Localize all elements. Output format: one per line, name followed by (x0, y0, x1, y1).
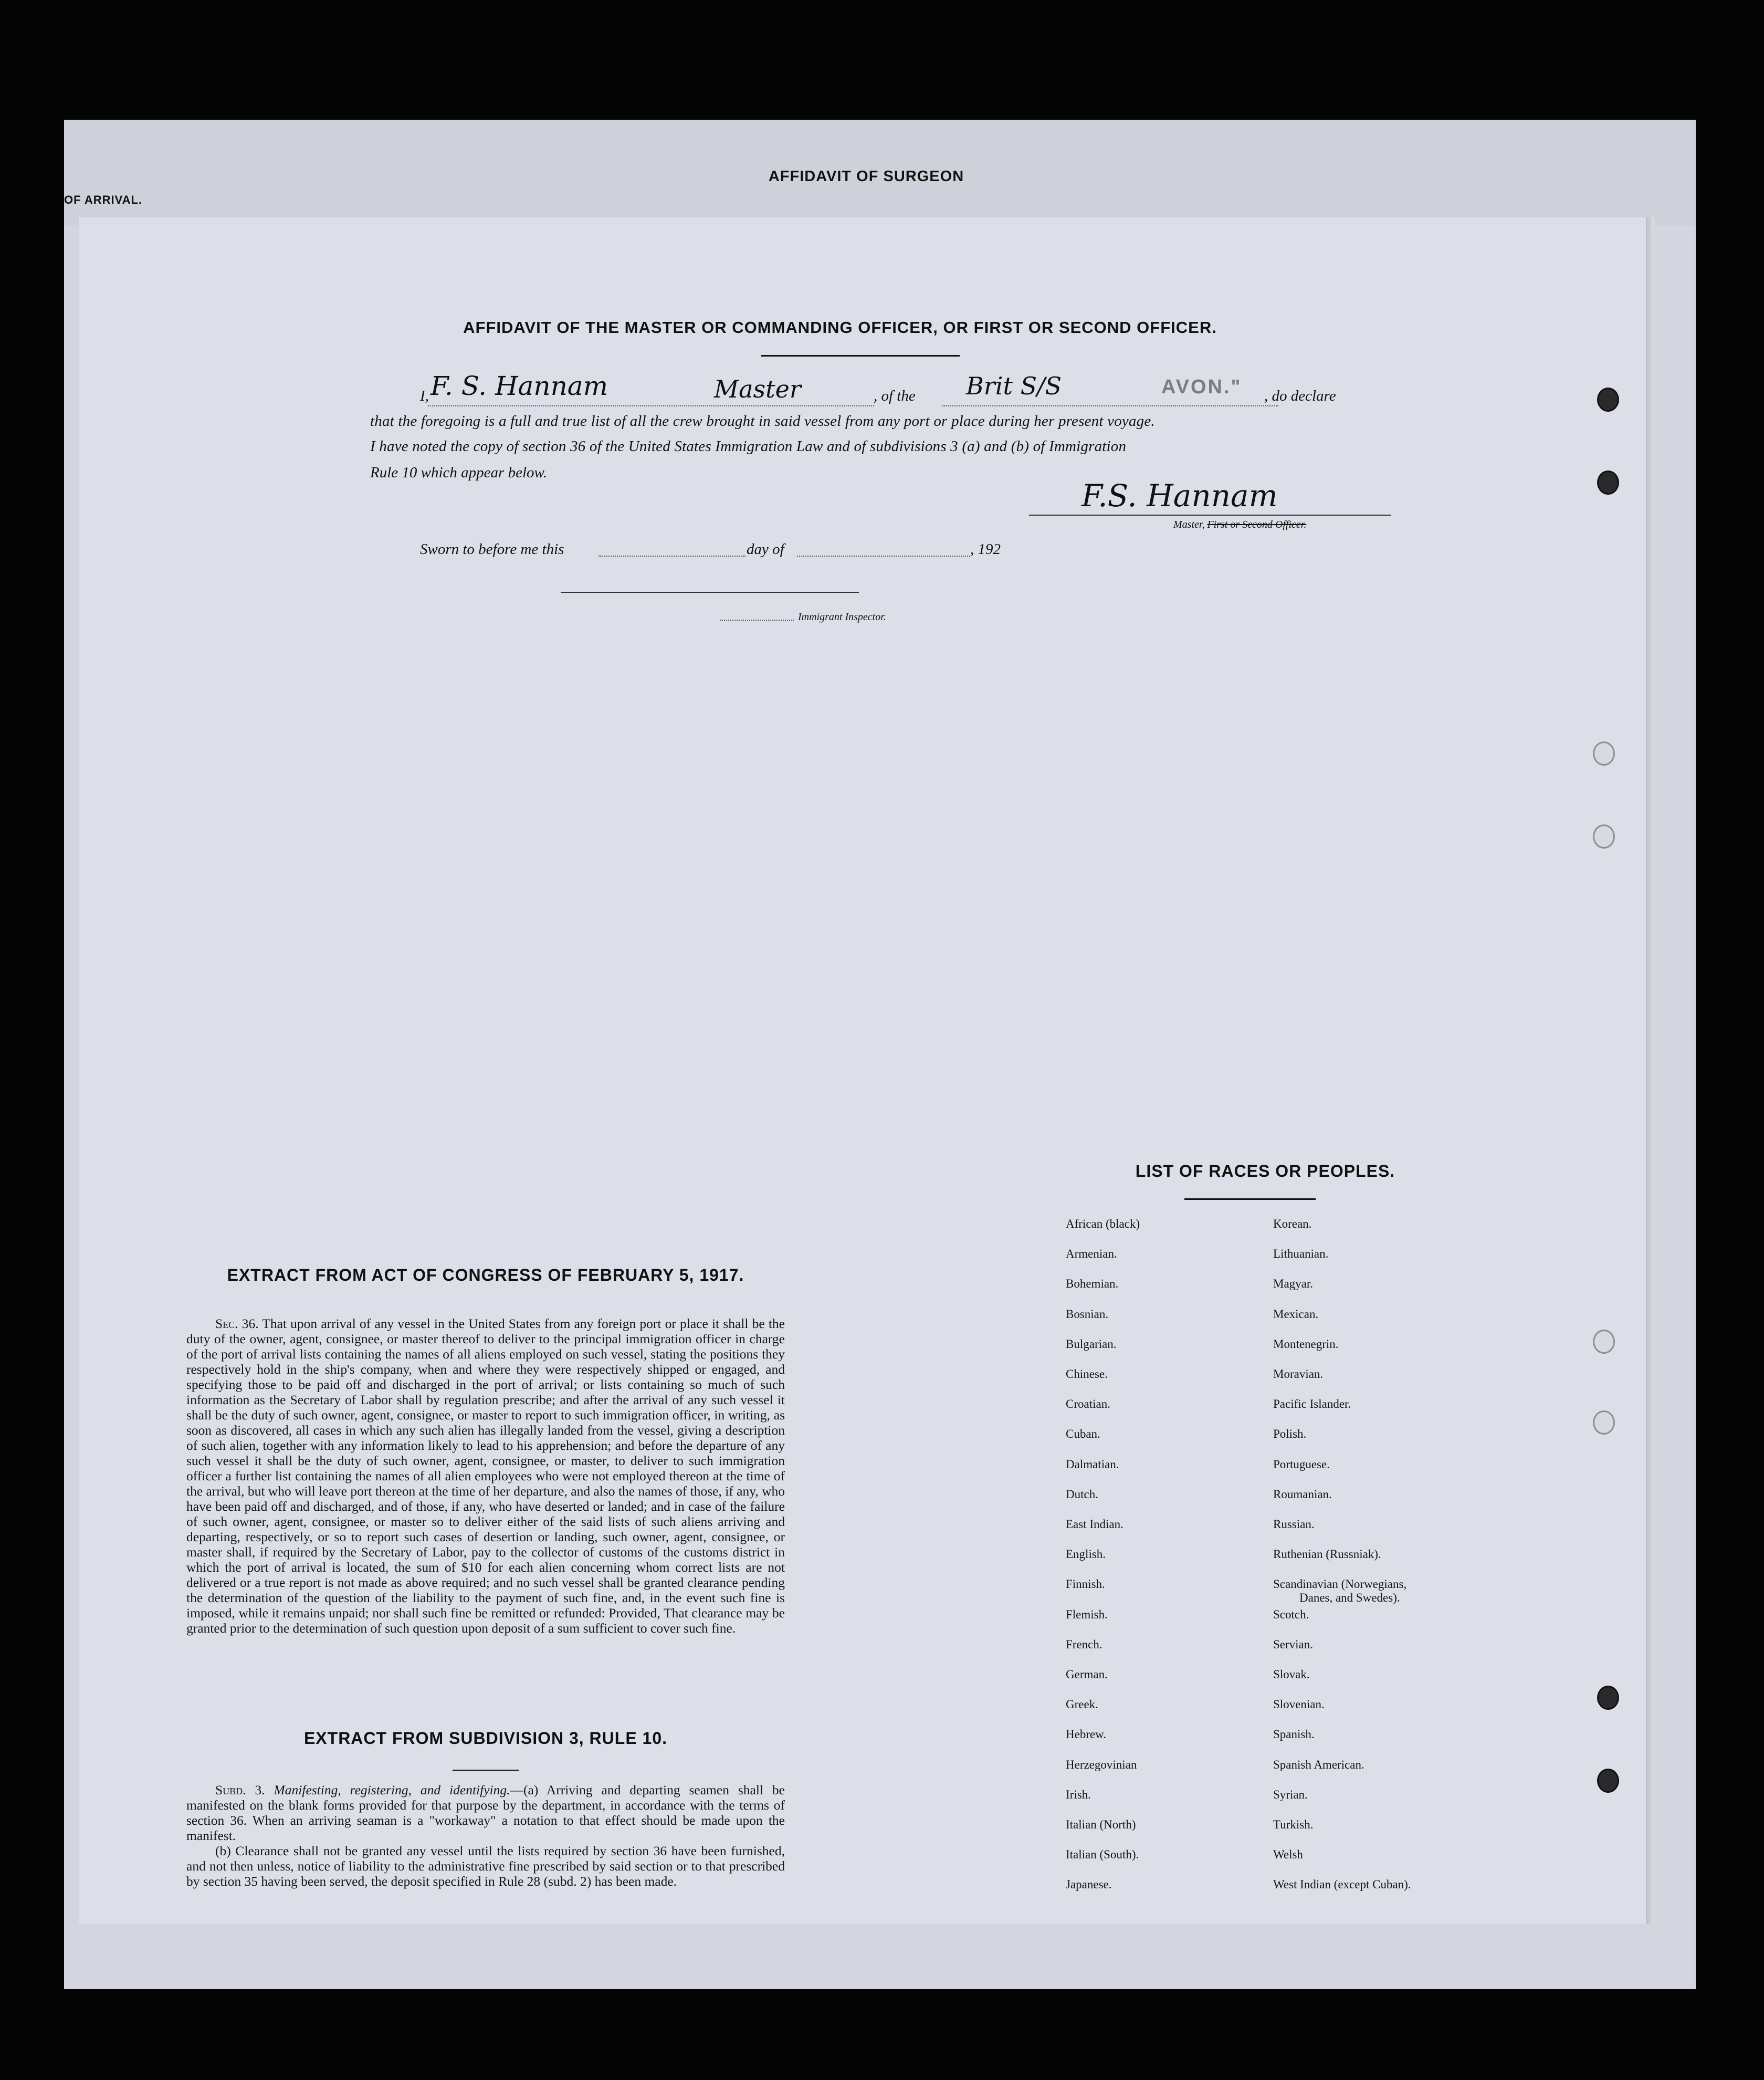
subd-label: Subd. 3. (215, 1782, 265, 1797)
punch-hole-icon (1593, 1410, 1615, 1435)
punch-hole-icon (1597, 1686, 1619, 1710)
race-item: Bulgarian. (1066, 1337, 1117, 1351)
race-item: Magyar. (1273, 1277, 1314, 1291)
race-item: Russian. (1273, 1518, 1315, 1531)
sworn-day-line (598, 556, 746, 557)
race-item: Welsh (1273, 1848, 1303, 1862)
punch-hole-icon (1593, 824, 1615, 849)
handwritten-name: F. S. Hannam (430, 371, 608, 401)
race-item: Italian (North) (1066, 1818, 1136, 1831)
race-item: French. (1066, 1637, 1102, 1651)
race-item: Cuban. (1066, 1427, 1100, 1441)
year-text: , 192 (970, 541, 1001, 558)
body-line-3: Rule 10 which appear below. (370, 464, 547, 481)
rule-heading-rule (453, 1770, 519, 1771)
race-item: Scandinavian (Norwegians, (1273, 1577, 1407, 1591)
race-item: Moravian. (1273, 1367, 1324, 1381)
race-item-continuation: Danes, and Swedes). (1299, 1591, 1400, 1605)
race-item: Scotch. (1273, 1607, 1309, 1621)
punch-hole-icon (1597, 1769, 1619, 1793)
caption-master: Master, (1173, 519, 1205, 530)
section-36-text (186, 1316, 785, 1636)
subd-text-a: —(a) Arriving and departing seamen shall be manifested on the blank forms provided for that purpose by the department, in accordance with the terms of section 36. When an arriving seaman is a "workaway" a notation to that effect should be made upon the manifest. (186, 1782, 785, 1843)
inspector-caption: Immigrant Inspector. (798, 611, 886, 623)
race-item: Hebrew. (1066, 1728, 1107, 1741)
race-item: Bosnian. (1066, 1307, 1109, 1321)
punch-hole-icon (1593, 1330, 1615, 1354)
race-item: Korean. (1273, 1217, 1312, 1230)
race-item: German. (1066, 1668, 1108, 1681)
heading-rule (761, 355, 960, 357)
race-item: East Indian. (1066, 1518, 1124, 1531)
race-item: Slovenian. (1273, 1698, 1325, 1711)
race-item: Armenian. (1066, 1247, 1117, 1261)
race-item: Croatian. (1066, 1397, 1110, 1411)
punch-hole-icon (1597, 471, 1619, 495)
affidavit-sheet (79, 217, 1647, 1924)
sworn-text: Sworn to before me this (420, 541, 564, 558)
race-item: Syrian. (1273, 1788, 1308, 1801)
day-of-text: day of (747, 541, 784, 558)
race-item: Dutch. (1066, 1487, 1098, 1501)
sec-label: Sec. 36. (215, 1316, 259, 1331)
race-item: Montenegrin. (1273, 1337, 1339, 1351)
sworn-month-line (797, 556, 970, 557)
race-item: Ruthenian (Russniak). (1273, 1548, 1381, 1561)
race-item: Bohemian. (1066, 1277, 1119, 1291)
body-line-2: I have noted the copy of section 36 of the United States Immigration Law and of subdivisions 3 (a) and (b) of Immigration (370, 438, 1127, 455)
inspector-line (720, 620, 794, 621)
act-heading: EXTRACT FROM ACT OF CONGRESS OF FEBRUARY 5, 1917. (227, 1266, 744, 1284)
punch-hole-icon (1597, 388, 1619, 412)
race-item: Dalmatian. (1066, 1457, 1119, 1471)
race-item: Flemish. (1066, 1607, 1108, 1621)
race-item: Irish. (1066, 1788, 1091, 1801)
race-item: Chinese. (1066, 1367, 1108, 1381)
race-item: Roumanian. (1273, 1487, 1332, 1501)
punch-hole-icon (1593, 741, 1615, 766)
signature-caption (1173, 519, 1306, 531)
race-item: Italian (South). (1066, 1848, 1139, 1862)
handwritten-rank: Master (714, 375, 801, 403)
race-item: Lithuanian. (1273, 1247, 1329, 1261)
race-item: Mexican. (1273, 1307, 1319, 1321)
race-item: Finnish. (1066, 1577, 1105, 1591)
race-item: Turkish. (1273, 1818, 1314, 1831)
do-declare-text: , do declare (1264, 388, 1336, 404)
race-item: Greek. (1066, 1698, 1098, 1711)
race-item: Herzegovinian (1066, 1758, 1137, 1771)
body-line-1: that the foregoing is a full and true list of all the crew brought in said vessel from any port or place during her present voyage. (370, 413, 1155, 430)
race-item: African (black) (1066, 1217, 1140, 1230)
subd-title: Manifesting, registering, and identifying. (274, 1782, 510, 1797)
race-item: Spanish American. (1273, 1758, 1364, 1771)
sec-text: That upon arrival of any vessel in the United States from any foreign port or place it shall be the duty of the owner, agent, consignee, or master thereof to deliver to the principal immigration officer in charge of the port of arrival lists containing the names of all aliens employed on such vessel, stating the positions they respectively hold in the ship's company, when and where they were respectively shipped or engaged, and specifying those to be paid off and discharged in the port of arrival; or lists containing so much of such information as the Secretary of Labor shall by regulation prescribe; and after the arrival of any such vessel it shall be the duty of such owner, agent, consignee, or master to report to such immigration officer, in writing, as soon as discovered, all cases in which any such alien has illegally landed from the vessel, giving a description of such alien, together with any information likely to lead to his apprehension; and before the departure of any such vessel it shall be the duty of such owner, agent, consignee, or master, to deliver to such immigration officer a further list containing the names of all alien employees who were not employed thereon at the time of the arrival, but who will leave port thereon at the time of her departure, and also the names of those, if any, who have been paid off and discharged, and of those, if any, who have deserted or landed; and in case of the failure of such owner, agent, consignee, or master so to deliver either of the said lists of such aliens arriving and departing, respectively, or so to report such cases of desertion or landing, such owner, agent, consignee, or master shall, if required by the Secretary of Labor, pay to the collector of customs of the customs district in which the port of arrival is located, the sum of $10 for each alien concerning whom correct lists are not delivered or a true report is not made as above required; and no such vessel shall be granted clearance pending the determination of the question of the liability to the payment of such fine, and, in the event such fine is imposed, while it remains unpaid; nor shall such fine be remitted or refunded: Provided, That clearance may be granted prior to the determination of such question upon deposit of a sum sufficient to cover such fine. (186, 1316, 785, 1636)
subdivision-3-text-b: (b) Clearance shall not be granted any vessel until the lists required by section 36 have been furnished, and not then unless, notice of liability to the administrative fine prescribed by said section or to that prescribed by section 35 having been served, the deposit specified in Rule 28 (subd. 2) has been made. (186, 1843, 785, 1889)
handwritten-vessel-type: Brit S/S (966, 372, 1062, 400)
affidavit-heading: AFFIDAVIT OF THE MASTER OR COMMANDING OFFICER, OR FIRST OR SECOND OFFICER. (463, 318, 1217, 337)
name-line (428, 405, 874, 406)
races-heading-rule (1184, 1198, 1316, 1200)
caption-struck: First or Second Officer. (1207, 519, 1307, 530)
race-item: Spanish. (1273, 1728, 1315, 1741)
race-item: English. (1066, 1548, 1106, 1561)
master-signature: F.S. Hannam (1082, 478, 1278, 514)
race-item: Pacific Islander. (1273, 1397, 1351, 1411)
ship-name-stamp: AVON." (1161, 376, 1242, 398)
vessel-type-line (942, 405, 1278, 406)
race-item: Polish. (1273, 1427, 1307, 1441)
race-item: Slovak. (1273, 1668, 1310, 1681)
surgeon-affidavit-title: AFFIDAVIT OF SURGEON (768, 168, 964, 185)
signature-line (1029, 515, 1391, 516)
races-heading: LIST OF RACES OR PEOPLES. (1135, 1162, 1395, 1180)
rule-heading: EXTRACT FROM SUBDIVISION 3, RULE 10. (303, 1729, 668, 1748)
arrival-fragment: OF ARRIVAL. (64, 193, 143, 206)
race-item: West Indian (except Cuban). (1273, 1878, 1411, 1891)
race-item: Japanese. (1066, 1878, 1112, 1891)
inspector-signature-line (561, 592, 859, 593)
subdivision-3-text-a (186, 1782, 785, 1843)
race-item: Portuguese. (1273, 1457, 1330, 1471)
of-the-text: , of the (874, 388, 916, 404)
race-item: Servian. (1273, 1637, 1314, 1651)
prefix-i: I, (420, 388, 429, 404)
